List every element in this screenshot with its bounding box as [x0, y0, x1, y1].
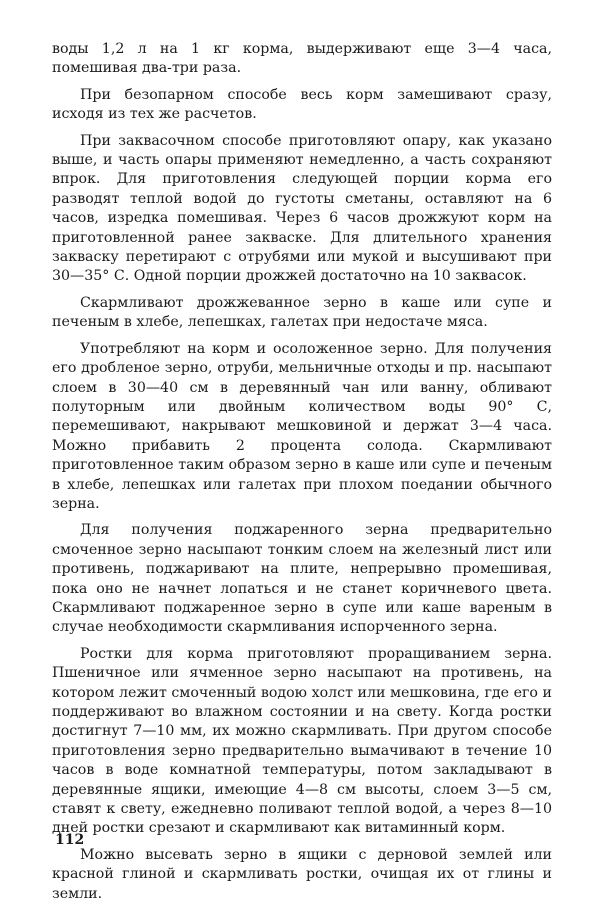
paragraph-vysevat: Можно высевать зерно в ящики с дерновой землей или красной глиной и скармливать ростки, очищая их от глины и земли. [52, 846, 552, 902]
paragraph-podzharennoe: Для получения поджаренного зерна предварительно смоченное зерно насыпают тонким слоем на железный лист или противень, поджаривают на плите, непрерывно промешивая, пока оно не начнет лопаться и не станет коричневого цвета. Скармливают поджаренное зерно в супе или каше вареным в случае необходимости скармливания испорченного зерна. [52, 522, 552, 636]
paragraph-drozhzhevannoe: Скармливают дрожжеванное зерно в каше или супе и печеным в хлебе, лепешках, галетах при недостаче мяса. [52, 294, 552, 331]
paragraph-bezoparny: При безопарном способе весь корм замешивают сразу, исходя из тех же расчетов. [52, 86, 552, 123]
paragraph-continuation: воды 1,2 л на 1 кг корма, выдерживают еще 3—4 часа, помешивая два-три раза. [52, 41, 552, 77]
paragraph-osolozhennoe: Употребляют на корм и осоложенное зерно. Для получения его дробленое зерно, отруби, мельничные отходы и пр. насыпают слоем в 30—40 см в деревянный чан или ванну, обливают полуторным или двойным количеством воды 90° С, перемешивают, накрывают мешковиной и держат 3—4 часа. Можно прибавить 2 процента солода. Скармливают приготовленное таким образом зерно в каше или супе и печеным в хлебе, лепешках или галетах при плохом поедании обычного зерна. [52, 340, 552, 512]
page-number: 112 [55, 832, 85, 848]
paragraph-rostki: Ростки для корма приготовляют проращиванием зерна. Пшеничное или ячменное зерно насыпают на противень, на котором лежит смоченный водою холст или мешковина, где его и поддерживают во влажном состоянии и на свету. Когда ростки достигнут 7—10 мм, их можно скармливать. При другом способе приготовления зерно предварительно вымачивают в течение 10 часов в воде комнатной температуры, потом закладывают в деревянные ящики, имеющие 4—8 см высоты, слоем 3—5 см, ставят к свету, ежедневно поливают теплой водой, а через 8—10 дней ростки срезают и скармливают как витаминный корм. [52, 645, 552, 837]
page-body [52, 40, 552, 911]
paragraph-zakvasochny: При заквасочном способе приготовляют опару, как указано выше, и часть опары применяют немедленно, а часть сохраняют впрок. Для приготовления следующей порции корма его разводят теплой водой до густоты сметаны, оставляют на 6 часов, изредка помешивая. Через 6 часов дрожжуют корм на приготовленной ранее закваске. Для длительного хранения закваску перетирают с отрубями или мукой и высушивают при 30—35° С. Одной порции дрожжей достаточно на 10 заквасок. [52, 132, 552, 285]
